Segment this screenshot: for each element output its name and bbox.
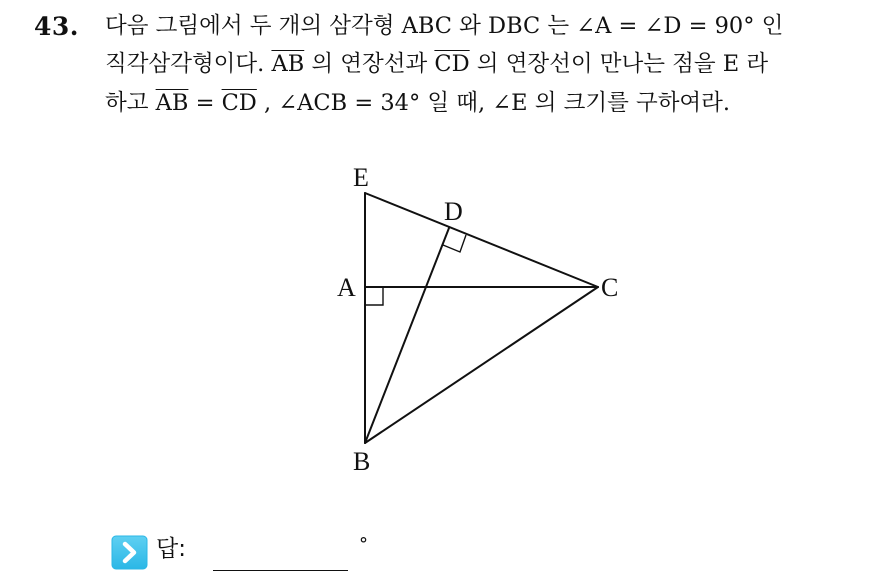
answer-unit: °: [359, 534, 368, 555]
label-c: C: [601, 273, 619, 302]
chevron-right-icon: [111, 535, 148, 570]
segment-e-c: [365, 193, 598, 287]
segment-b-c: [365, 287, 598, 443]
segment-ab: $\overline{AB}$: [271, 51, 305, 77]
question-text-2b: 의 연장선과: [304, 51, 435, 77]
label-e: E: [353, 163, 369, 192]
label-a: A: [337, 273, 356, 302]
label-d: D: [444, 197, 463, 226]
question-text-2c: 의 연장선이 만나는 점을 E 라: [469, 51, 769, 77]
right-angle-mark-d: [443, 235, 466, 252]
question-text-3a: 하고: [105, 90, 156, 116]
right-angle-mark-a: [365, 287, 383, 305]
question-text-2a: 직각삼각형이다.: [105, 51, 272, 77]
question-text-3b: , ∠ACB = 34° 일 때, ∠E 의 크기를 구하여라.: [256, 90, 731, 116]
question-number: 43.: [34, 12, 79, 41]
segment-b-d: [365, 228, 449, 443]
equals-sign: =: [188, 90, 222, 116]
segment-cd: $\overline{CD}$: [434, 51, 470, 77]
label-b: B: [353, 447, 371, 476]
question-text-1: 다음 그림에서 두 개의 삼각형 ABC 와 DBC 는 ∠A = ∠D = 90° 인: [105, 13, 784, 39]
segment-ab-2: $\overline{AB}$: [155, 90, 189, 116]
segment-cd-2: $\overline{CD}$: [221, 90, 257, 116]
answer-label: 답:: [156, 536, 186, 562]
answer-blank[interactable]: [213, 570, 348, 571]
